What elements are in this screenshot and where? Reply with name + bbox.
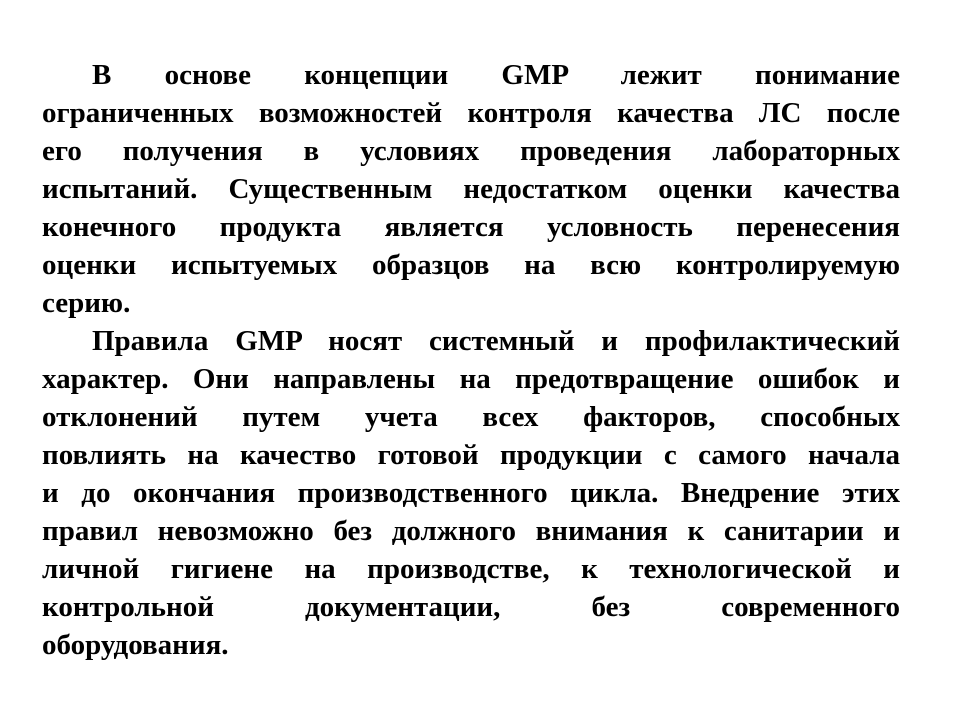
text-line: контрольной документации, без современного: [42, 591, 900, 623]
text-line: повлиять на качество готовой продукции с самого начала: [42, 439, 900, 471]
text-line: личной гигиене на производстве, к технологической и: [42, 553, 900, 585]
text-line: конечного продукта является условность перенесения: [42, 211, 900, 243]
text-line: его получения в условиях проведения лабораторных: [42, 135, 900, 167]
text-line: и до окончания производственного цикла. Внедрение этих: [42, 477, 900, 509]
text-line: серию.: [42, 287, 131, 319]
paragraph-gmp-rules: [42, 322, 900, 664]
body-text: [42, 56, 900, 664]
text-line: оценки испытуемых образцов на всю контролируемую: [42, 249, 900, 281]
text-line: оборудования.: [42, 629, 229, 661]
text-line: испытаний. Существенным недостатком оценки качества: [42, 173, 900, 205]
text-line: В основе концепции GMP лежит понимание: [92, 59, 900, 91]
text-line: отклонений путем учета всех факторов, способных: [42, 401, 900, 433]
text-line: характер. Они направлены на предотвращение ошибок и: [42, 363, 900, 395]
paragraph-gmp-concept: [42, 56, 900, 322]
text-line: Правила GMP носят системный и профилактический: [92, 325, 900, 357]
text-line: правил невозможно без должного внимания к санитарии и: [42, 515, 900, 547]
text-line: ограниченных возможностей контроля качества ЛС после: [42, 97, 900, 129]
